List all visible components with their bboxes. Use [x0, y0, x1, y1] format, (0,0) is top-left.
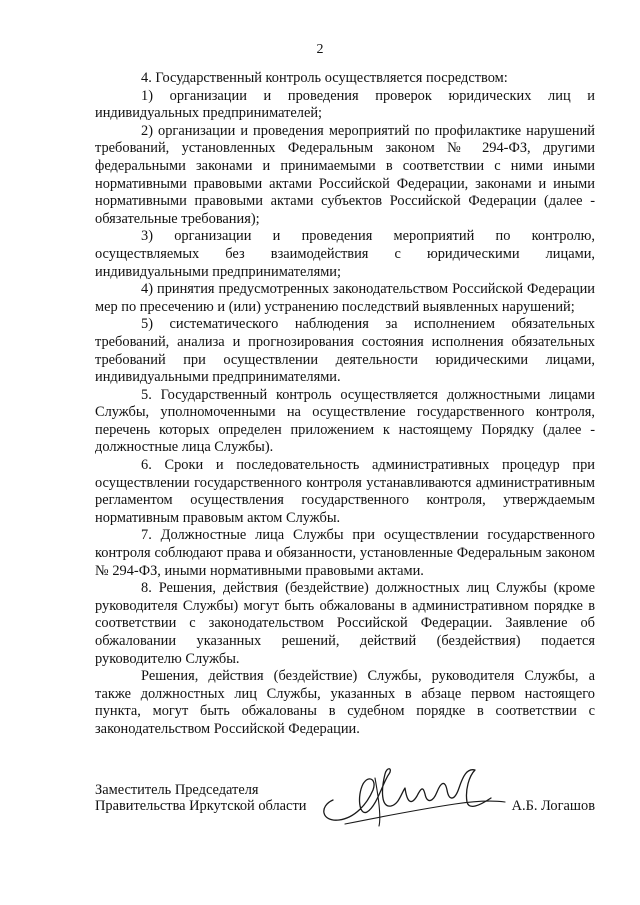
paragraph-subitem-4: 4) принятия предусмотренных законодательством Российской Федерации мер по пресечению и (или) устранению последствий выявленных нарушений; — [95, 281, 595, 315]
signatory-title-line-2: Правительства Иркутской области — [95, 798, 307, 814]
signatory-title — [95, 782, 306, 814]
paragraph-subitem-2: 2) организации и проведения мероприятий по профилактике нарушений требований, установленных Федеральным законом № 294-ФЗ, другими федеральными законами и принимаемыми в соответствии с ними иными нормативными правовыми актами Российской Федерации, законами и иными нормативными правовыми актами субъектов Российской Федерации (далее - обязательные требования); — [95, 122, 595, 227]
paragraph-subitem-3: 3) организации и проведения мероприятий по контролю, осуществляемых без взаимодействия с юридическими лицами, индивидуальными предпринимателями; — [95, 228, 595, 280]
signatory-name: А.Б. Логашов — [511, 798, 595, 814]
paragraph-item-4-intro: 4. Государственный контроль осуществляется посредством: — [141, 70, 508, 86]
paragraph-item-8: 8. Решения, действия (бездействие) должностных лиц Службы (кроме руководителя Службы) могут быть обжалованы в административном порядке в соответствии с законодательством Российской Федерации. Заявление об обжаловании указанных решений, действий (бездействия) подается руководителю Службы. — [95, 580, 595, 667]
signatory-title-line-1: Заместитель Председателя — [95, 782, 259, 798]
signature-block — [95, 760, 595, 830]
paragraph-subitem-5: 5) систематического наблюдения за исполнением обязательных требований, анализа и прогнозирования состояния исполнения обязательных требований при осуществлении деятельности юридическими лицами, индивидуальными предпринимателями. — [95, 316, 595, 386]
page-number: 2 — [316, 42, 324, 57]
document-body — [95, 70, 595, 739]
paragraph-item-7: 7. Должностные лица Службы при осуществлении государственного контроля соблюдают права и обязанности, установленные Федеральным законом № 294-ФЗ, иными нормативными правовыми актами. — [95, 527, 595, 579]
paragraph-item-6: 6. Сроки и последовательность административных процедур при осуществлении государственного контроля устанавливаются административным регламентом осуществления государственного контроля, утверждаемым нормативным правовым актом Службы. — [95, 457, 595, 526]
paragraph-subitem-1: 1) организации и проведения проверок юридических лиц и индивидуальных предпринимателей; — [95, 87, 595, 122]
paragraph-item-5: 5. Государственный контроль осуществляется должностными лицами Службы, уполномоченными на осуществление государственного контроля, перечень которых определен приложением к настоящему Порядку (далее - должностные лица Службы). — [95, 386, 595, 456]
handwritten-signature — [315, 760, 515, 830]
paragraph-item-8-continued: Решения, действия (бездействие) Службы, руководителя Службы, а также должностных лиц Службы, указанных в абзаце первом настоящего пункта, могут быть обжалованы в судебном порядке в соответствии с законодательством Российской Федерации. — [95, 668, 595, 737]
